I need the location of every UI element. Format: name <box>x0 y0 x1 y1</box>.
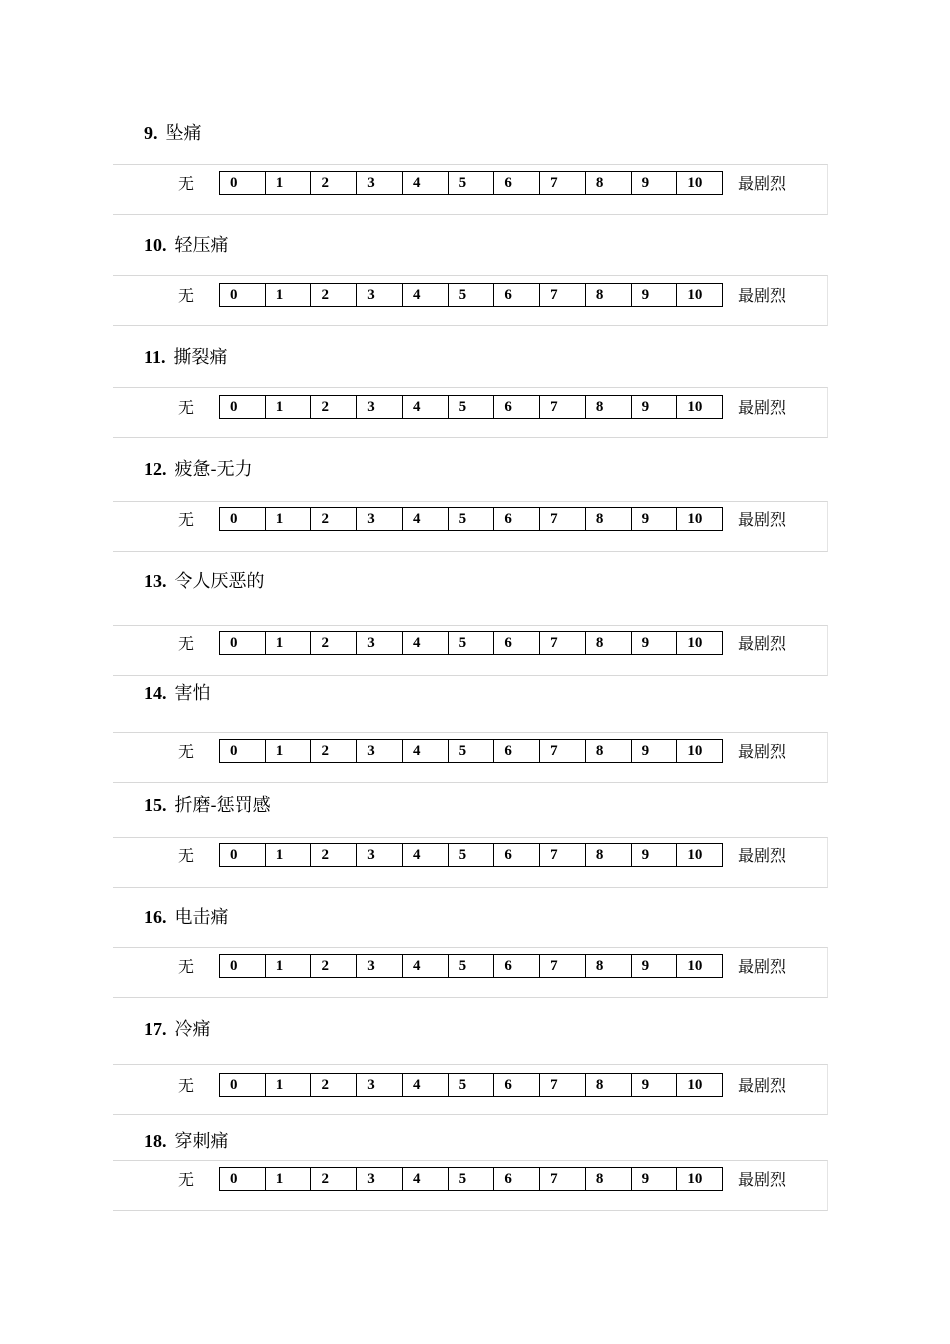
rating-scale <box>219 283 723 307</box>
rating-option-8[interactable]: 8 <box>585 396 631 418</box>
rating-option-1[interactable]: 1 <box>265 632 311 654</box>
rating-option-8[interactable]: 8 <box>585 844 631 866</box>
item-number: 11. <box>144 347 166 367</box>
rating-option-6[interactable]: 6 <box>493 172 539 194</box>
rating-option-10[interactable]: 10 <box>676 284 722 306</box>
item-title <box>144 570 265 593</box>
rating-option-4[interactable]: 4 <box>402 284 448 306</box>
item-title <box>144 122 202 145</box>
rating-option-0[interactable]: 0 <box>230 1171 238 1187</box>
rating-option-7[interactable]: 7 <box>539 284 585 306</box>
item-label: 冷痛 <box>174 1019 211 1040</box>
rating-option-4[interactable]: 4 <box>402 632 448 654</box>
scale-max-label: 最剧烈 <box>738 286 787 305</box>
rating-option-0[interactable]: 0 <box>230 175 238 191</box>
item-label: 害怕 <box>174 683 211 704</box>
scale-max-label: 最剧烈 <box>738 174 787 193</box>
item-label: 电击痛 <box>174 907 229 928</box>
rating-option-3[interactable]: 3 <box>356 172 402 194</box>
scale-max-label: 最剧烈 <box>738 742 787 761</box>
rating-option-0[interactable]: 0 <box>230 399 238 415</box>
rating-option-0[interactable]: 0 <box>230 958 238 974</box>
rating-option-7[interactable]: 7 <box>539 1168 585 1190</box>
scale-max-label: 最剧烈 <box>738 957 787 976</box>
rating-option-7[interactable]: 7 <box>539 844 585 866</box>
rating-option-2[interactable]: 2 <box>310 844 356 866</box>
rating-option-4[interactable]: 4 <box>402 508 448 530</box>
rating-option-5[interactable]: 5 <box>448 632 494 654</box>
rating-option-2[interactable]: 2 <box>310 284 356 306</box>
rating-option-4[interactable]: 4 <box>402 396 448 418</box>
rating-option-2[interactable]: 2 <box>310 740 356 762</box>
rating-option-2[interactable]: 2 <box>310 508 356 530</box>
rating-option-9[interactable]: 9 <box>631 844 677 866</box>
rating-option-5[interactable]: 5 <box>448 955 494 977</box>
item-title <box>144 794 271 817</box>
item-title <box>144 906 229 929</box>
rating-option-6[interactable]: 6 <box>493 1168 539 1190</box>
item-number: 12. <box>144 459 167 479</box>
item-label: 撕裂痛 <box>173 347 228 368</box>
rating-option-10[interactable]: 10 <box>676 844 722 866</box>
item-number: 14. <box>144 683 167 703</box>
rating-option-0[interactable]: 0 <box>230 287 238 303</box>
rating-option-1[interactable]: 1 <box>265 1074 311 1096</box>
item-label: 轻压痛 <box>174 235 229 256</box>
scale-min-label: 无 <box>178 846 195 865</box>
rating-option-3[interactable]: 3 <box>356 632 402 654</box>
rating-option-3[interactable]: 3 <box>356 955 402 977</box>
rating-option-1[interactable]: 1 <box>265 1168 311 1190</box>
rating-option-2[interactable]: 2 <box>310 172 356 194</box>
rating-option-8[interactable]: 8 <box>585 508 631 530</box>
rating-option-9[interactable]: 9 <box>631 955 677 977</box>
scale-min-label: 无 <box>178 1170 195 1189</box>
rating-option-4[interactable]: 4 <box>402 1074 448 1096</box>
rating-scale <box>219 1073 723 1097</box>
rating-option-0[interactable]: 0 <box>230 511 238 527</box>
rating-option-10[interactable]: 10 <box>676 1074 722 1096</box>
rating-option-4[interactable]: 4 <box>402 172 448 194</box>
rating-option-0[interactable]: 0 <box>230 635 238 651</box>
scale-max-label: 最剧烈 <box>738 1170 787 1189</box>
rating-option-6[interactable]: 6 <box>493 396 539 418</box>
rating-option-3[interactable]: 3 <box>356 844 402 866</box>
rating-option-6[interactable]: 6 <box>493 955 539 977</box>
rating-option-10[interactable]: 10 <box>676 740 722 762</box>
rating-option-1[interactable]: 1 <box>265 396 311 418</box>
rating-option-6[interactable]: 6 <box>493 1074 539 1096</box>
rating-option-5[interactable]: 5 <box>448 1074 494 1096</box>
scale-max-label: 最剧烈 <box>738 846 787 865</box>
item-number: 13. <box>144 571 167 591</box>
rating-option-4[interactable]: 4 <box>402 1168 448 1190</box>
item-label: 令人厌恶的 <box>174 571 265 592</box>
rating-option-7[interactable]: 7 <box>539 172 585 194</box>
item-title <box>144 1130 229 1153</box>
scale-max-label: 最剧烈 <box>738 510 787 529</box>
item-label: 坠痛 <box>165 123 202 144</box>
scale-min-label: 无 <box>178 957 195 976</box>
rating-option-8[interactable]: 8 <box>585 955 631 977</box>
item-title <box>144 346 228 369</box>
rating-option-8[interactable]: 8 <box>585 1074 631 1096</box>
rating-option-9[interactable]: 9 <box>631 396 677 418</box>
scale-max-label: 最剧烈 <box>738 634 787 653</box>
rating-scale <box>219 954 723 978</box>
scale-min-label: 无 <box>178 398 195 417</box>
rating-option-8[interactable]: 8 <box>585 284 631 306</box>
rating-option-10[interactable]: 10 <box>676 396 722 418</box>
rating-option-5[interactable]: 5 <box>448 284 494 306</box>
rating-option-10[interactable]: 10 <box>676 955 722 977</box>
rating-option-0[interactable]: 0 <box>230 847 238 863</box>
rating-option-10[interactable]: 10 <box>676 508 722 530</box>
rating-scale <box>219 171 723 195</box>
item-number: 17. <box>144 1019 167 1039</box>
rating-option-7[interactable]: 7 <box>539 740 585 762</box>
rating-option-5[interactable]: 5 <box>448 740 494 762</box>
rating-option-3[interactable]: 3 <box>356 396 402 418</box>
rating-option-8[interactable]: 8 <box>585 1168 631 1190</box>
item-title <box>144 458 253 481</box>
rating-option-7[interactable]: 7 <box>539 632 585 654</box>
rating-option-7[interactable]: 7 <box>539 955 585 977</box>
rating-option-4[interactable]: 4 <box>402 955 448 977</box>
rating-option-2[interactable]: 2 <box>310 955 356 977</box>
rating-option-8[interactable]: 8 <box>585 740 631 762</box>
rating-option-2[interactable]: 2 <box>310 1074 356 1096</box>
item-number: 16. <box>144 907 167 927</box>
rating-option-10[interactable]: 10 <box>676 172 722 194</box>
rating-option-10[interactable]: 10 <box>676 1168 722 1190</box>
item-number: 15. <box>144 795 167 815</box>
item-label: 折磨-惩罚感 <box>174 795 271 816</box>
scale-min-label: 无 <box>178 634 195 653</box>
rating-scale <box>219 843 723 867</box>
rating-option-6[interactable]: 6 <box>493 284 539 306</box>
rating-option-9[interactable]: 9 <box>631 740 677 762</box>
rating-option-5[interactable]: 5 <box>448 844 494 866</box>
rating-option-3[interactable]: 3 <box>356 1168 402 1190</box>
rating-option-2[interactable]: 2 <box>310 1168 356 1190</box>
rating-option-1[interactable]: 1 <box>265 844 311 866</box>
rating-option-9[interactable]: 9 <box>631 632 677 654</box>
rating-option-3[interactable]: 3 <box>356 1074 402 1096</box>
rating-option-10[interactable]: 10 <box>676 632 722 654</box>
rating-option-6[interactable]: 6 <box>493 844 539 866</box>
rating-option-1[interactable]: 1 <box>265 955 311 977</box>
rating-option-9[interactable]: 9 <box>631 1074 677 1096</box>
scale-min-label: 无 <box>178 1076 195 1095</box>
item-number: 9. <box>144 123 158 143</box>
item-title <box>144 1018 211 1041</box>
rating-option-0[interactable]: 0 <box>230 743 238 759</box>
item-number: 18. <box>144 1131 167 1151</box>
rating-option-5[interactable]: 5 <box>448 508 494 530</box>
item-title <box>144 682 211 705</box>
scale-min-label: 无 <box>178 174 195 193</box>
scale-min-label: 无 <box>178 742 195 761</box>
rating-option-9[interactable]: 9 <box>631 284 677 306</box>
rating-option-8[interactable]: 8 <box>585 632 631 654</box>
rating-scale <box>219 395 723 419</box>
item-number: 10. <box>144 235 167 255</box>
rating-option-5[interactable]: 5 <box>448 396 494 418</box>
rating-option-4[interactable]: 4 <box>402 740 448 762</box>
rating-option-1[interactable]: 1 <box>265 284 311 306</box>
item-label: 穿刺痛 <box>174 1131 229 1152</box>
scale-min-label: 无 <box>178 286 195 305</box>
rating-option-7[interactable]: 7 <box>539 396 585 418</box>
item-label: 疲惫-无力 <box>174 459 253 480</box>
rating-option-9[interactable]: 9 <box>631 508 677 530</box>
rating-option-7[interactable]: 7 <box>539 1074 585 1096</box>
rating-option-5[interactable]: 5 <box>448 172 494 194</box>
rating-option-6[interactable]: 6 <box>493 508 539 530</box>
rating-option-3[interactable]: 3 <box>356 740 402 762</box>
rating-option-1[interactable]: 1 <box>265 508 311 530</box>
rating-option-6[interactable]: 6 <box>493 632 539 654</box>
rating-option-9[interactable]: 9 <box>631 172 677 194</box>
scale-max-label: 最剧烈 <box>738 398 787 417</box>
rating-option-2[interactable]: 2 <box>310 396 356 418</box>
rating-option-8[interactable]: 8 <box>585 172 631 194</box>
item-title <box>144 234 229 257</box>
scale-max-label: 最剧烈 <box>738 1076 787 1095</box>
rating-option-1[interactable]: 1 <box>265 740 311 762</box>
rating-option-9[interactable]: 9 <box>631 1168 677 1190</box>
rating-scale <box>219 507 723 531</box>
rating-option-2[interactable]: 2 <box>310 632 356 654</box>
rating-option-3[interactable]: 3 <box>356 508 402 530</box>
rating-option-5[interactable]: 5 <box>448 1168 494 1190</box>
rating-option-1[interactable]: 1 <box>265 172 311 194</box>
rating-option-6[interactable]: 6 <box>493 740 539 762</box>
rating-option-0[interactable]: 0 <box>230 1077 238 1093</box>
rating-option-4[interactable]: 4 <box>402 844 448 866</box>
rating-option-7[interactable]: 7 <box>539 508 585 530</box>
rating-option-3[interactable]: 3 <box>356 284 402 306</box>
rating-scale <box>219 1167 723 1191</box>
scale-min-label: 无 <box>178 510 195 529</box>
rating-scale <box>219 739 723 763</box>
rating-scale <box>219 631 723 655</box>
